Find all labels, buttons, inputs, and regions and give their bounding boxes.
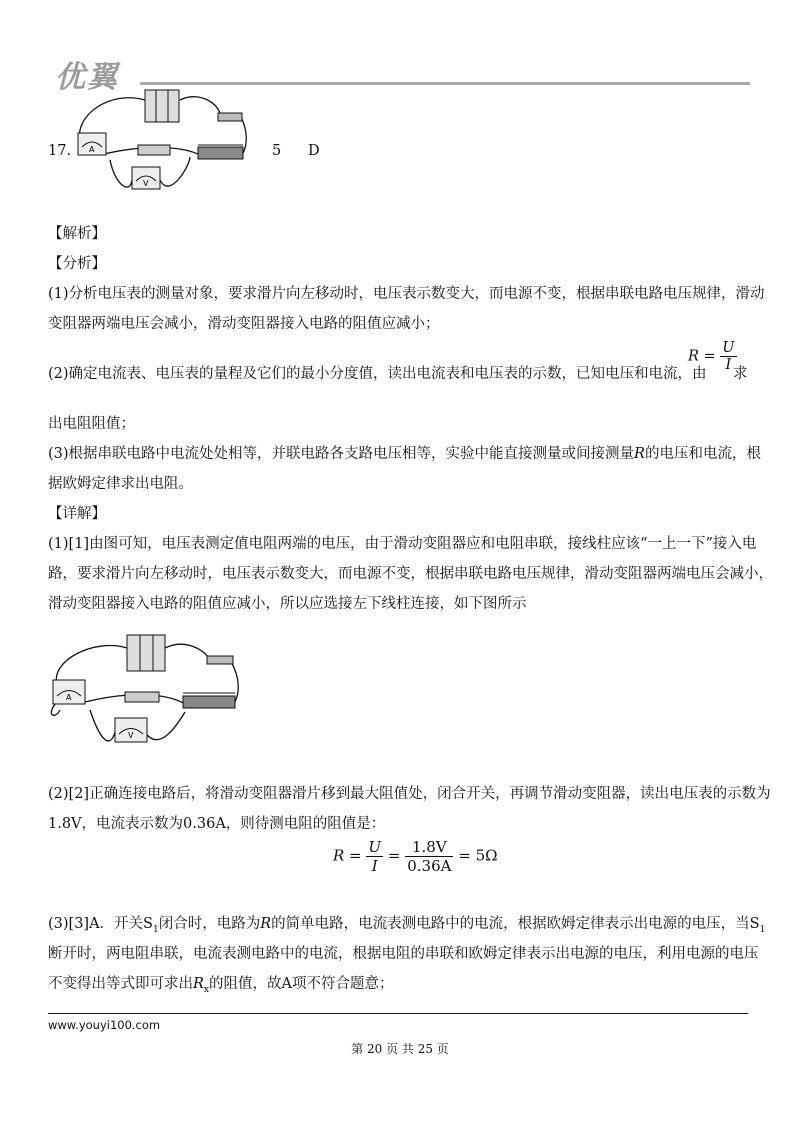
analysis-p3-text-a: (3)根据串联电路中电流处处相等，并联电路各支路电压相等，实验中能直接测量或间接测量: [48, 446, 635, 462]
detail-d3-line3: [48, 972, 393, 995]
voltmeter-label-2: V: [128, 731, 134, 740]
section-jiexi: 【解析】: [48, 226, 106, 242]
eq-lhs: R =: [333, 846, 362, 865]
analysis-p3-line2: 据欧姆定律求出电阻。: [48, 476, 193, 492]
d3-sub-2: 1: [759, 924, 766, 935]
footer-divider: [48, 1013, 748, 1014]
d3-text-b: 闭合时，电路为: [158, 916, 261, 932]
answer-2: D: [308, 143, 320, 159]
detail-d3-line2: 断开时，两电阻串联，电流表测电路中的电流，根据电阻的串联和欧姆定律表示出电源的电压，利用电源的电压: [48, 946, 759, 962]
analysis-p3-line1: [48, 442, 761, 463]
eq-frac1-den: I: [371, 857, 378, 875]
analysis-p2-formula: [688, 340, 737, 373]
section-xiangjie: 【详解】: [48, 506, 106, 522]
answer-1: 5: [272, 143, 282, 159]
eq-frac2-num: 1.8V: [405, 838, 453, 857]
ammeter-label: A: [89, 145, 95, 154]
analysis-p3-symbol-r: R: [634, 446, 645, 462]
question-number: 17.: [48, 143, 72, 159]
d3-text-l3b: 的阻值，故A项不符合题意；: [209, 976, 394, 992]
d3-sub-x: x: [203, 984, 209, 995]
detail-d2-line2: 1.8V，电流表示数为0.36A，则待测电阻的阻值是：: [48, 816, 386, 832]
d3-text-c: 的简单电路，电流表测电路中的电流，根据欧姆定律表示出电源的电压，当S: [271, 916, 760, 932]
section-fenxi: 【分析】: [48, 256, 106, 272]
page-number: 第 20 页 共 25 页: [351, 1042, 449, 1056]
formula-numerator: U: [722, 340, 735, 356]
eq-fraction-1: [366, 838, 383, 875]
d3-sub-1: 1: [152, 924, 159, 935]
formula-denominator: I: [725, 357, 732, 373]
logo: 优翼: [55, 60, 119, 95]
eq-fraction-2: [405, 838, 453, 875]
d3-text-l3a: 不变得出等式即可求出: [48, 976, 193, 992]
formula-lhs: R =: [688, 348, 716, 365]
eq-frac2-den: 0.36A: [407, 857, 452, 875]
circuit-diagram-answer: [45, 630, 245, 765]
analysis-p2-tail: 求: [733, 366, 748, 382]
d3-symbol-r: R: [260, 916, 272, 932]
d3-text-a: (3)[3]A．开关S: [48, 916, 153, 932]
detail-d1-line1: (1)[1]由图可知，电压表测定值电阻两端的电压，由于滑动变阻器应和电阻串联，接线柱应该“一上一下”接入电: [48, 536, 757, 552]
detail-d1-line3: 滑动变阻器接入电路的阻值应减小，所以应选接左下线柱连接，如下图所示: [48, 596, 527, 612]
circuit-diagram-question: [70, 85, 250, 210]
resistance-equation: [333, 838, 498, 875]
footer-url: www.youyi100.com: [48, 1018, 161, 1032]
eq-equals: =: [387, 846, 401, 865]
analysis-p3-text-b: 的电压和电流，根: [644, 446, 761, 462]
eq-frac1-num: U: [368, 838, 382, 856]
detail-d3-line1: [48, 912, 765, 935]
analysis-p2-line2: 出电阻阻值；: [48, 416, 135, 432]
detail-d2-line1: (2)[2]正确连接电路后，将滑动变阻器滑片移到最大阻值处，闭合开关，再调节滑动变阻器，读出电压表的示数为: [48, 786, 771, 802]
analysis-p1-line2: 变阻器两端电压会减小，滑动变阻器接入电路的阻值应减小；: [48, 316, 440, 332]
detail-d1-line2: 路，要求滑片向左移动时，电压表示数变大，而电源不变，根据串联电路电压规律，滑动变阻器两端电压会减小，: [48, 566, 773, 582]
eq-result: = 5Ω: [458, 846, 498, 865]
voltmeter-label: V: [143, 179, 149, 188]
ammeter-label-2: A: [66, 693, 72, 702]
analysis-p1-line1: (1)分析电压表的测量对象，要求滑片向左移动时，电压表示数变大，而电源不变，根据串联电路电压规律，滑动: [48, 286, 765, 302]
d3-symbol-rx: R: [193, 976, 204, 992]
analysis-p2-line1: (2)确定电流表、电压表的量程及它们的最小分度值，读出电流表和电压表的示数，已知电压和电流，由: [48, 366, 707, 382]
